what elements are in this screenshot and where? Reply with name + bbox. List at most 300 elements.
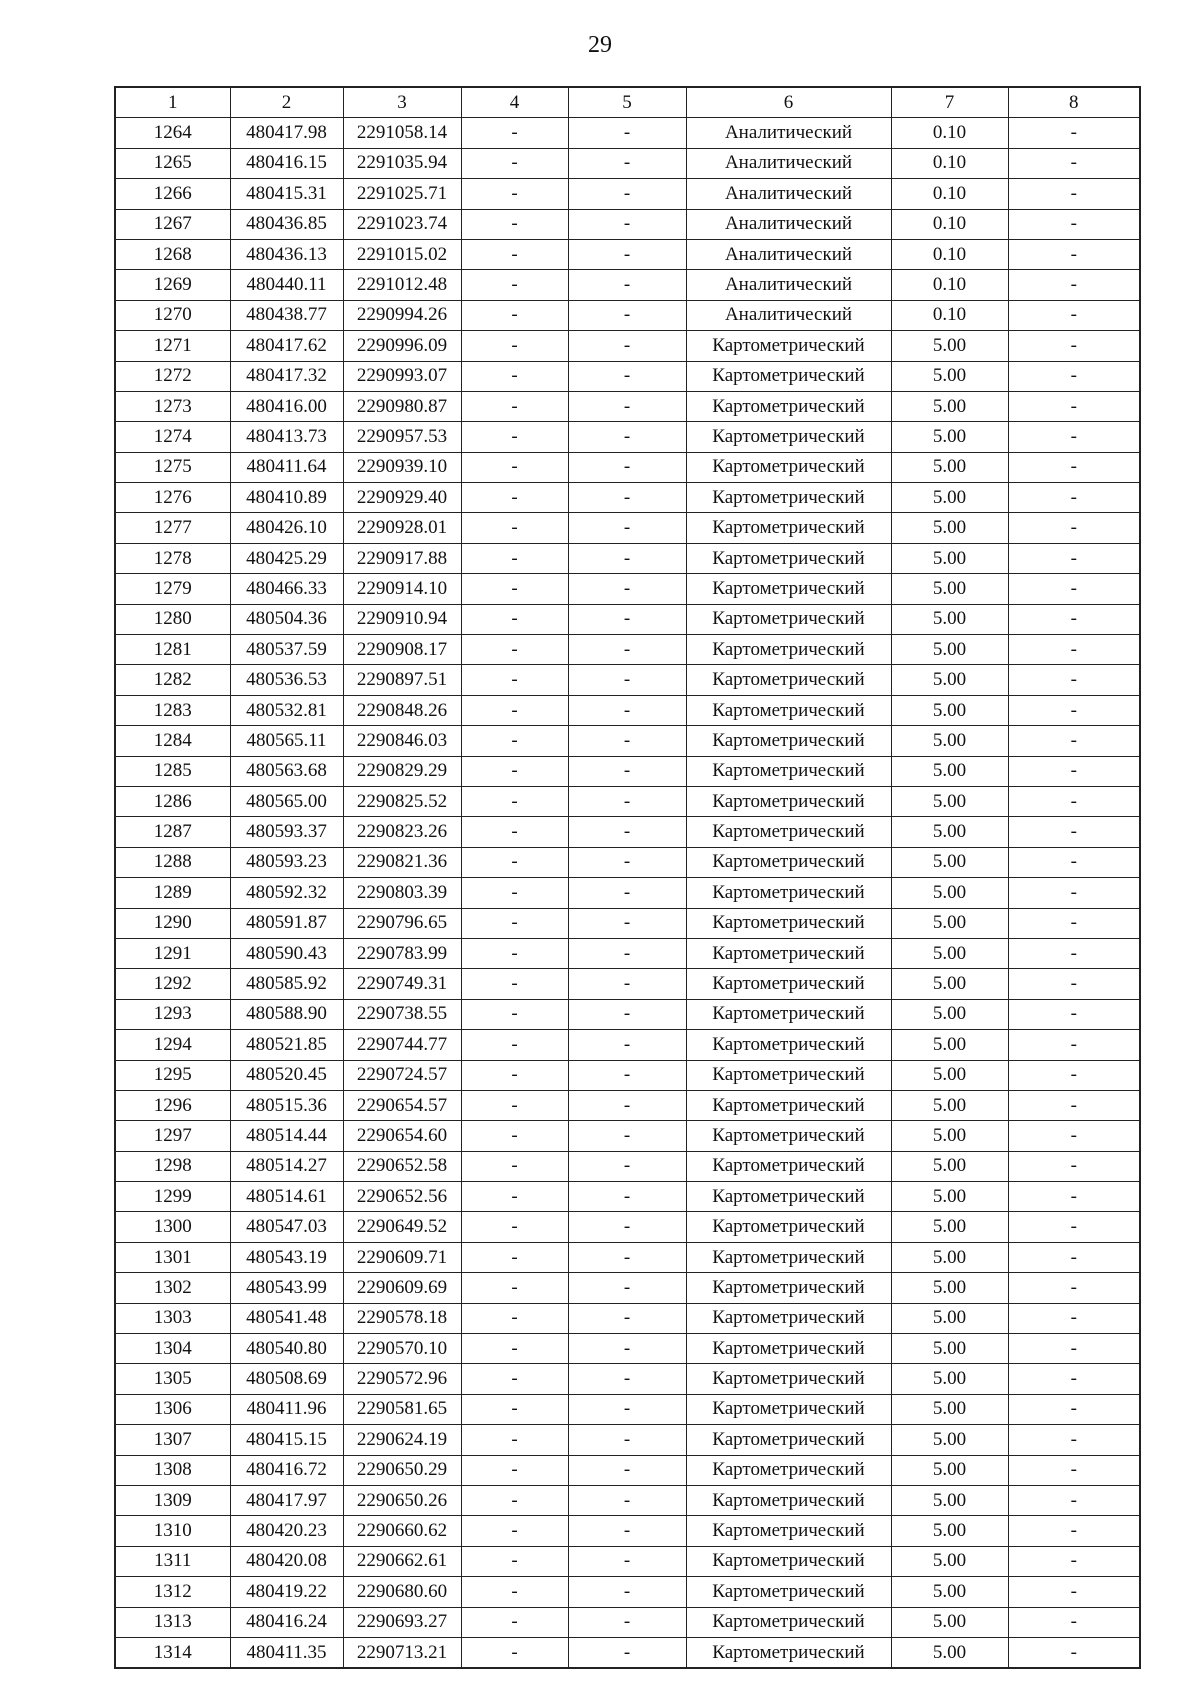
column-5-cell: - (568, 1151, 686, 1181)
method-cell: Картометрический (686, 1394, 891, 1424)
table-row (115, 1121, 1140, 1151)
column-5-cell: - (568, 665, 686, 695)
table-row (115, 1425, 1140, 1455)
accuracy-cell: 5.00 (891, 513, 1008, 543)
column-4-cell: - (461, 1030, 568, 1060)
y-coordinate-cell: 2290652.56 (343, 1182, 461, 1212)
table-row (115, 635, 1140, 665)
accuracy-cell: 5.00 (891, 422, 1008, 452)
column-5-cell: - (568, 908, 686, 938)
table-row (115, 1394, 1140, 1424)
column-5-cell: - (568, 1212, 686, 1242)
column-4-cell: - (461, 938, 568, 968)
accuracy-cell: 5.00 (891, 452, 1008, 482)
method-cell: Картометрический (686, 817, 891, 847)
method-cell: Картометрический (686, 1364, 891, 1394)
accuracy-cell: 5.00 (891, 391, 1008, 421)
column-4-cell: - (461, 239, 568, 269)
y-coordinate-cell: 2290783.99 (343, 938, 461, 968)
accuracy-cell: 5.00 (891, 1030, 1008, 1060)
method-cell: Картометрический (686, 1121, 891, 1151)
column-8-cell: - (1008, 543, 1140, 573)
column-8-cell: - (1008, 665, 1140, 695)
coordinates-table-container (114, 86, 1141, 1669)
point-number-cell: 1295 (115, 1060, 230, 1090)
point-number-cell: 1265 (115, 148, 230, 178)
column-4-cell: - (461, 999, 568, 1029)
table-row (115, 1212, 1140, 1242)
column-5-cell: - (568, 604, 686, 634)
point-number-cell: 1280 (115, 604, 230, 634)
accuracy-cell: 5.00 (891, 483, 1008, 513)
x-coordinate-cell: 480425.29 (230, 543, 343, 573)
column-5-cell: - (568, 1577, 686, 1607)
table-row (115, 999, 1140, 1029)
point-number-cell: 1293 (115, 999, 230, 1029)
x-coordinate-cell: 480411.64 (230, 452, 343, 482)
method-cell: Аналитический (686, 270, 891, 300)
method-cell: Картометрический (686, 1546, 891, 1576)
accuracy-cell: 0.10 (891, 148, 1008, 178)
table-row (115, 1303, 1140, 1333)
column-8-cell: - (1008, 1607, 1140, 1637)
table-row (115, 695, 1140, 725)
accuracy-cell: 5.00 (891, 1394, 1008, 1424)
y-coordinate-cell: 2290581.65 (343, 1394, 461, 1424)
x-coordinate-cell: 480416.72 (230, 1455, 343, 1485)
accuracy-cell: 5.00 (891, 331, 1008, 361)
method-cell: Картометрический (686, 1577, 891, 1607)
point-number-cell: 1306 (115, 1394, 230, 1424)
accuracy-cell: 5.00 (891, 938, 1008, 968)
point-number-cell: 1287 (115, 817, 230, 847)
method-cell: Картометрический (686, 726, 891, 756)
table-row (115, 1637, 1140, 1668)
column-8-cell: - (1008, 452, 1140, 482)
column-5-cell: - (568, 1182, 686, 1212)
x-coordinate-cell: 480420.23 (230, 1516, 343, 1546)
point-number-cell: 1267 (115, 209, 230, 239)
column-8-cell: - (1008, 1212, 1140, 1242)
column-8-cell: - (1008, 1090, 1140, 1120)
column-8-cell: - (1008, 1455, 1140, 1485)
x-coordinate-cell: 480504.36 (230, 604, 343, 634)
column-5-cell: - (568, 391, 686, 421)
point-number-cell: 1302 (115, 1273, 230, 1303)
accuracy-cell: 5.00 (891, 1364, 1008, 1394)
accuracy-cell: 5.00 (891, 1577, 1008, 1607)
column-5-cell: - (568, 786, 686, 816)
method-cell: Аналитический (686, 209, 891, 239)
column-8-cell: - (1008, 999, 1140, 1029)
column-8-cell: - (1008, 1546, 1140, 1576)
method-cell: Картометрический (686, 1273, 891, 1303)
method-cell: Картометрический (686, 786, 891, 816)
table-row (115, 543, 1140, 573)
x-coordinate-cell: 480416.15 (230, 148, 343, 178)
column-8-cell: - (1008, 1485, 1140, 1515)
column-4-cell: - (461, 908, 568, 938)
column-8-cell: - (1008, 361, 1140, 391)
column-8-cell: - (1008, 908, 1140, 938)
column-5-cell: - (568, 1485, 686, 1515)
column-5-cell: - (568, 1364, 686, 1394)
column-4-cell: - (461, 118, 568, 148)
column-5-cell: - (568, 1637, 686, 1668)
accuracy-cell: 5.00 (891, 969, 1008, 999)
x-coordinate-cell: 480419.22 (230, 1577, 343, 1607)
method-cell: Картометрический (686, 1242, 891, 1272)
column-8-cell: - (1008, 1394, 1140, 1424)
column-4-cell: - (461, 756, 568, 786)
column-5-cell: - (568, 999, 686, 1029)
table-header-row (115, 87, 1140, 118)
method-cell: Картометрический (686, 1060, 891, 1090)
y-coordinate-cell: 2290980.87 (343, 391, 461, 421)
y-coordinate-cell: 2290917.88 (343, 543, 461, 573)
point-number-cell: 1278 (115, 543, 230, 573)
y-coordinate-cell: 2290821.36 (343, 847, 461, 877)
method-cell: Картометрический (686, 635, 891, 665)
column-8-cell: - (1008, 878, 1140, 908)
method-cell: Картометрический (686, 1637, 891, 1668)
method-cell: Картометрический (686, 695, 891, 725)
x-coordinate-cell: 480520.45 (230, 1060, 343, 1090)
accuracy-cell: 5.00 (891, 756, 1008, 786)
y-coordinate-cell: 2290609.71 (343, 1242, 461, 1272)
y-coordinate-cell: 2290829.29 (343, 756, 461, 786)
column-5-cell: - (568, 847, 686, 877)
point-number-cell: 1282 (115, 665, 230, 695)
x-coordinate-cell: 480438.77 (230, 300, 343, 330)
method-cell: Аналитический (686, 300, 891, 330)
y-coordinate-cell: 2290654.57 (343, 1090, 461, 1120)
column-4-cell: - (461, 1577, 568, 1607)
column-8-cell: - (1008, 969, 1140, 999)
y-coordinate-cell: 2290649.52 (343, 1212, 461, 1242)
column-8-cell: - (1008, 1182, 1140, 1212)
x-coordinate-cell: 480585.92 (230, 969, 343, 999)
method-cell: Картометрический (686, 1516, 891, 1546)
y-coordinate-cell: 2290908.17 (343, 635, 461, 665)
method-cell: Картометрический (686, 1182, 891, 1212)
column-4-cell: - (461, 847, 568, 877)
y-coordinate-cell: 2290570.10 (343, 1334, 461, 1364)
method-cell: Картометрический (686, 1455, 891, 1485)
x-coordinate-cell: 480420.08 (230, 1546, 343, 1576)
x-coordinate-cell: 480440.11 (230, 270, 343, 300)
column-4-cell: - (461, 1516, 568, 1546)
column-4-cell: - (461, 452, 568, 482)
column-5-cell: - (568, 1516, 686, 1546)
column-8-cell: - (1008, 118, 1140, 148)
y-coordinate-cell: 2290680.60 (343, 1577, 461, 1607)
x-coordinate-cell: 480540.80 (230, 1334, 343, 1364)
accuracy-cell: 5.00 (891, 1637, 1008, 1668)
point-number-cell: 1271 (115, 331, 230, 361)
table-row (115, 422, 1140, 452)
table-row (115, 1364, 1140, 1394)
y-coordinate-cell: 2290609.69 (343, 1273, 461, 1303)
accuracy-cell: 0.10 (891, 239, 1008, 269)
y-coordinate-cell: 2290572.96 (343, 1364, 461, 1394)
method-cell: Картометрический (686, 999, 891, 1029)
y-coordinate-cell: 2290914.10 (343, 574, 461, 604)
point-number-cell: 1300 (115, 1212, 230, 1242)
column-8-cell: - (1008, 483, 1140, 513)
y-coordinate-cell: 2290823.26 (343, 817, 461, 847)
table-row (115, 148, 1140, 178)
column-4-cell: - (461, 361, 568, 391)
point-number-cell: 1284 (115, 726, 230, 756)
column-4-cell: - (461, 148, 568, 178)
accuracy-cell: 5.00 (891, 1151, 1008, 1181)
method-cell: Картометрический (686, 483, 891, 513)
point-number-cell: 1290 (115, 908, 230, 938)
column-5-cell: - (568, 513, 686, 543)
column-4-cell: - (461, 969, 568, 999)
column-5-cell: - (568, 969, 686, 999)
method-cell: Аналитический (686, 118, 891, 148)
column-5-cell: - (568, 1273, 686, 1303)
table-row (115, 1455, 1140, 1485)
y-coordinate-cell: 2291023.74 (343, 209, 461, 239)
column-5-cell: - (568, 695, 686, 725)
column-4-cell: - (461, 270, 568, 300)
column-header: 1 (115, 87, 230, 118)
y-coordinate-cell: 2290744.77 (343, 1030, 461, 1060)
column-5-cell: - (568, 817, 686, 847)
table-row (115, 239, 1140, 269)
page-number: 29 (588, 32, 612, 58)
column-8-cell: - (1008, 1060, 1140, 1090)
y-coordinate-cell: 2290929.40 (343, 483, 461, 513)
column-5-cell: - (568, 1607, 686, 1637)
x-coordinate-cell: 480515.36 (230, 1090, 343, 1120)
table-row (115, 878, 1140, 908)
column-4-cell: - (461, 574, 568, 604)
accuracy-cell: 5.00 (891, 1485, 1008, 1515)
column-5-cell: - (568, 483, 686, 513)
method-cell: Картометрический (686, 878, 891, 908)
table-body (115, 118, 1140, 1668)
x-coordinate-cell: 480590.43 (230, 938, 343, 968)
table-row (115, 1334, 1140, 1364)
column-8-cell: - (1008, 148, 1140, 178)
table-row (115, 483, 1140, 513)
column-4-cell: - (461, 300, 568, 330)
y-coordinate-cell: 2290662.61 (343, 1546, 461, 1576)
x-coordinate-cell: 480521.85 (230, 1030, 343, 1060)
column-4-cell: - (461, 1455, 568, 1485)
point-number-cell: 1311 (115, 1546, 230, 1576)
column-4-cell: - (461, 1607, 568, 1637)
column-8-cell: - (1008, 331, 1140, 361)
y-coordinate-cell: 2291058.14 (343, 118, 461, 148)
table-row (115, 969, 1140, 999)
point-number-cell: 1274 (115, 422, 230, 452)
column-5-cell: - (568, 422, 686, 452)
point-number-cell: 1297 (115, 1121, 230, 1151)
column-4-cell: - (461, 665, 568, 695)
y-coordinate-cell: 2290624.19 (343, 1425, 461, 1455)
point-number-cell: 1279 (115, 574, 230, 604)
x-coordinate-cell: 480593.23 (230, 847, 343, 877)
accuracy-cell: 0.10 (891, 300, 1008, 330)
column-8-cell: - (1008, 1577, 1140, 1607)
method-cell: Картометрический (686, 665, 891, 695)
y-coordinate-cell: 2290660.62 (343, 1516, 461, 1546)
column-5-cell: - (568, 239, 686, 269)
point-number-cell: 1291 (115, 938, 230, 968)
table-row (115, 118, 1140, 148)
y-coordinate-cell: 2291025.71 (343, 179, 461, 209)
column-8-cell: - (1008, 1151, 1140, 1181)
column-8-cell: - (1008, 1334, 1140, 1364)
accuracy-cell: 0.10 (891, 209, 1008, 239)
accuracy-cell: 5.00 (891, 665, 1008, 695)
point-number-cell: 1296 (115, 1090, 230, 1120)
method-cell: Картометрический (686, 1425, 891, 1455)
point-number-cell: 1283 (115, 695, 230, 725)
column-4-cell: - (461, 604, 568, 634)
table-row (115, 1242, 1140, 1272)
point-number-cell: 1288 (115, 847, 230, 877)
column-8-cell: - (1008, 1637, 1140, 1668)
y-coordinate-cell: 2290803.39 (343, 878, 461, 908)
column-8-cell: - (1008, 270, 1140, 300)
column-8-cell: - (1008, 300, 1140, 330)
y-coordinate-cell: 2290846.03 (343, 726, 461, 756)
column-4-cell: - (461, 1303, 568, 1333)
point-number-cell: 1289 (115, 878, 230, 908)
column-8-cell: - (1008, 1516, 1140, 1546)
method-cell: Картометрический (686, 1030, 891, 1060)
column-5-cell: - (568, 148, 686, 178)
column-5-cell: - (568, 1121, 686, 1151)
column-8-cell: - (1008, 1242, 1140, 1272)
y-coordinate-cell: 2290848.26 (343, 695, 461, 725)
table-row (115, 361, 1140, 391)
method-cell: Картометрический (686, 847, 891, 877)
y-coordinate-cell: 2290897.51 (343, 665, 461, 695)
column-4-cell: - (461, 1090, 568, 1120)
y-coordinate-cell: 2290650.29 (343, 1455, 461, 1485)
point-number-cell: 1294 (115, 1030, 230, 1060)
column-8-cell: - (1008, 239, 1140, 269)
point-number-cell: 1292 (115, 969, 230, 999)
table-row (115, 817, 1140, 847)
table-row (115, 726, 1140, 756)
table-row (115, 179, 1140, 209)
column-4-cell: - (461, 513, 568, 543)
y-coordinate-cell: 2290796.65 (343, 908, 461, 938)
y-coordinate-cell: 2290578.18 (343, 1303, 461, 1333)
accuracy-cell: 5.00 (891, 1607, 1008, 1637)
x-coordinate-cell: 480416.00 (230, 391, 343, 421)
column-8-cell: - (1008, 1303, 1140, 1333)
column-5-cell: - (568, 118, 686, 148)
point-number-cell: 1301 (115, 1242, 230, 1272)
column-8-cell: - (1008, 604, 1140, 634)
point-number-cell: 1314 (115, 1637, 230, 1668)
x-coordinate-cell: 480588.90 (230, 999, 343, 1029)
x-coordinate-cell: 480466.33 (230, 574, 343, 604)
method-cell: Аналитический (686, 148, 891, 178)
point-number-cell: 1272 (115, 361, 230, 391)
table-row (115, 1182, 1140, 1212)
accuracy-cell: 5.00 (891, 847, 1008, 877)
accuracy-cell: 5.00 (891, 574, 1008, 604)
column-header: 7 (891, 87, 1008, 118)
y-coordinate-cell: 2290939.10 (343, 452, 461, 482)
x-coordinate-cell: 480417.98 (230, 118, 343, 148)
point-number-cell: 1309 (115, 1485, 230, 1515)
method-cell: Картометрический (686, 422, 891, 452)
column-5-cell: - (568, 179, 686, 209)
accuracy-cell: 5.00 (891, 817, 1008, 847)
column-8-cell: - (1008, 726, 1140, 756)
table-row (115, 391, 1140, 421)
method-cell: Картометрический (686, 1334, 891, 1364)
column-4-cell: - (461, 1364, 568, 1394)
method-cell: Картометрический (686, 969, 891, 999)
point-number-cell: 1264 (115, 118, 230, 148)
column-8-cell: - (1008, 1030, 1140, 1060)
x-coordinate-cell: 480417.62 (230, 331, 343, 361)
column-4-cell: - (461, 1273, 568, 1303)
column-5-cell: - (568, 938, 686, 968)
y-coordinate-cell: 2290724.57 (343, 1060, 461, 1090)
x-coordinate-cell: 480415.15 (230, 1425, 343, 1455)
column-4-cell: - (461, 1546, 568, 1576)
column-4-cell: - (461, 391, 568, 421)
y-coordinate-cell: 2290993.07 (343, 361, 461, 391)
column-5-cell: - (568, 1090, 686, 1120)
x-coordinate-cell: 480415.31 (230, 179, 343, 209)
x-coordinate-cell: 480417.97 (230, 1485, 343, 1515)
accuracy-cell: 5.00 (891, 786, 1008, 816)
point-number-cell: 1276 (115, 483, 230, 513)
x-coordinate-cell: 480436.85 (230, 209, 343, 239)
point-number-cell: 1310 (115, 1516, 230, 1546)
x-coordinate-cell: 480547.03 (230, 1212, 343, 1242)
accuracy-cell: 5.00 (891, 1060, 1008, 1090)
table-row (115, 665, 1140, 695)
column-4-cell: - (461, 878, 568, 908)
point-number-cell: 1286 (115, 786, 230, 816)
accuracy-cell: 5.00 (891, 1303, 1008, 1333)
column-8-cell: - (1008, 574, 1140, 604)
accuracy-cell: 5.00 (891, 695, 1008, 725)
column-5-cell: - (568, 1030, 686, 1060)
point-number-cell: 1312 (115, 1577, 230, 1607)
y-coordinate-cell: 2290825.52 (343, 786, 461, 816)
table-row (115, 1516, 1140, 1546)
table-row (115, 331, 1140, 361)
column-4-cell: - (461, 483, 568, 513)
method-cell: Картометрический (686, 1151, 891, 1181)
accuracy-cell: 5.00 (891, 1334, 1008, 1364)
point-number-cell: 1275 (115, 452, 230, 482)
table-row (115, 1030, 1140, 1060)
column-5-cell: - (568, 756, 686, 786)
y-coordinate-cell: 2290928.01 (343, 513, 461, 543)
column-5-cell: - (568, 1425, 686, 1455)
y-coordinate-cell: 2290996.09 (343, 331, 461, 361)
column-5-cell: - (568, 1242, 686, 1272)
column-4-cell: - (461, 786, 568, 816)
